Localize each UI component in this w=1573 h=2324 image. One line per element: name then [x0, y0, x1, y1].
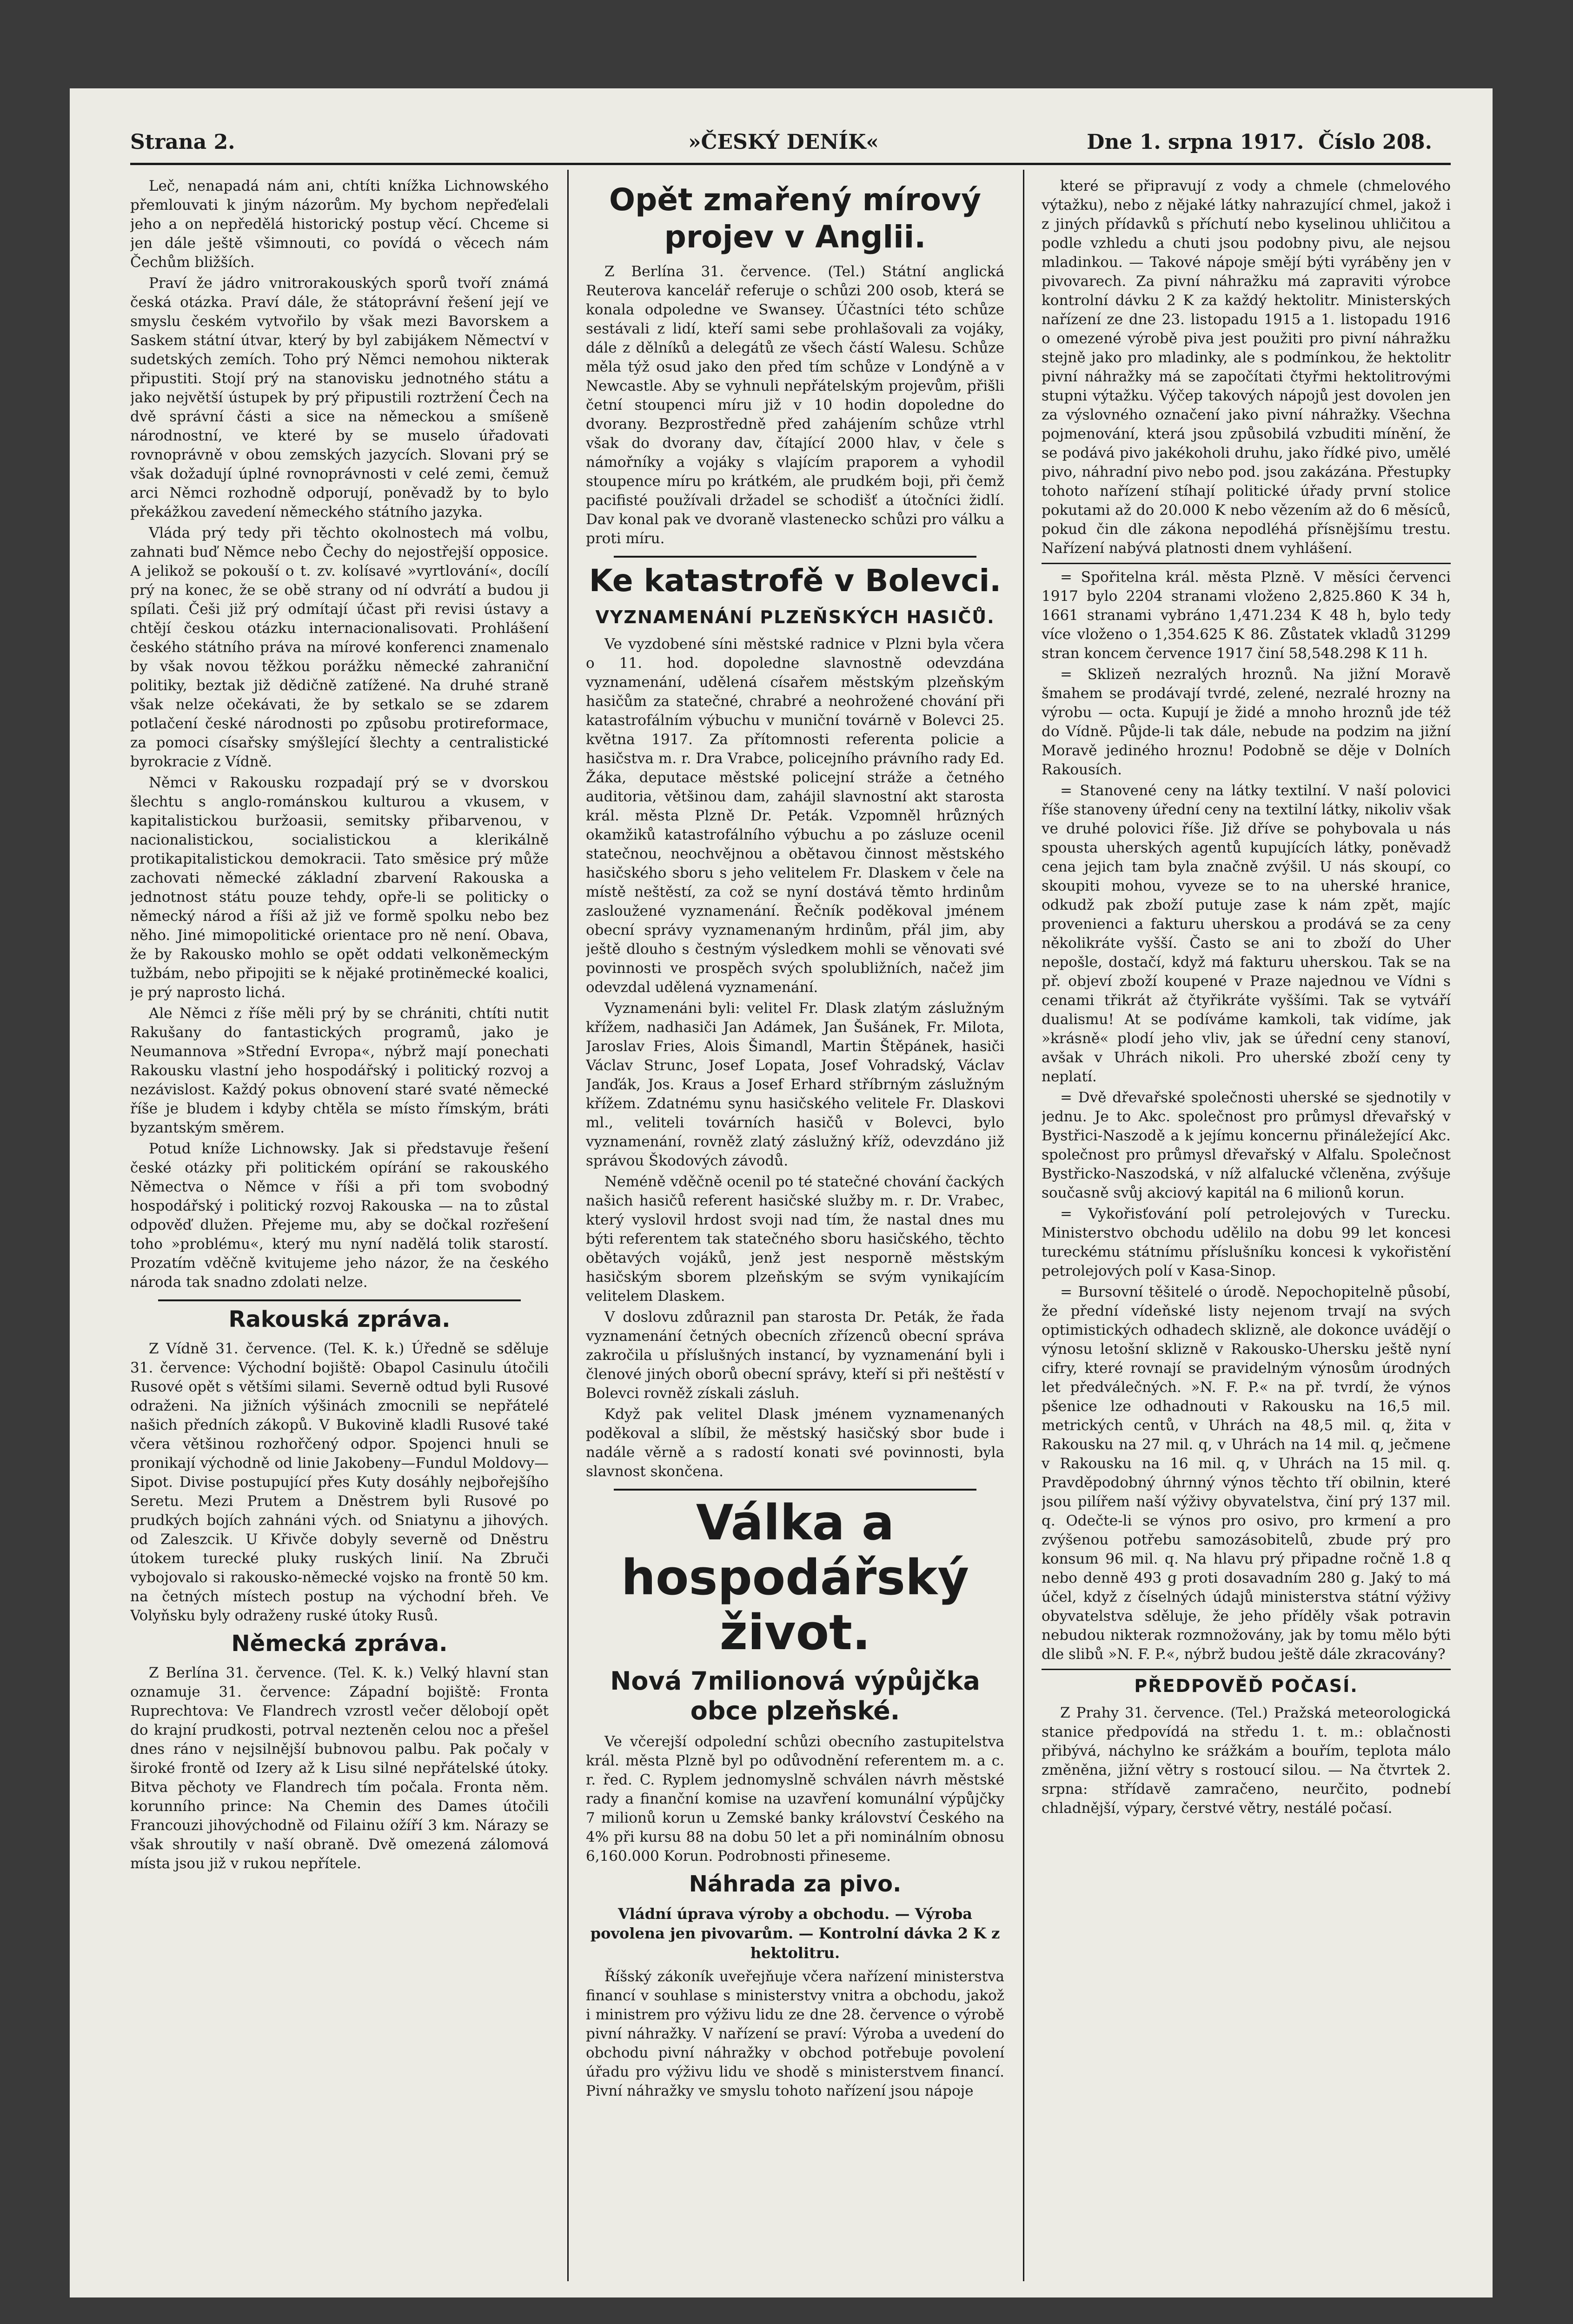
- article-paragraph: Ve včerejší odpolední schůzi obecního zastupitelstva král. města Plzně byl po odůvodnění referentem m. a c. r. řed. C. Ryplem jednomyslně schválen návrh městské rady a finanční komise na uzavření komunální výpůjčky 7 milionů korun u Zemské banky království Českého na 4% při kursu 88 na dobu 50 let a při nominálním obnosu 6,160.000 Korun. Podrobnosti přineseme.: [586, 1733, 1004, 1865]
- article-paragraph: Když pak velitel Dlask jménem vyznamenaných poděkoval a slíbil, že městský hasičský sbor bude i nadále věrně a s radostí konati své povinnosti, byla slavnost skončena.: [586, 1406, 1004, 1480]
- article-lead: Vládní úprava výroby a obchodu. — Výroba povolena jen pivovarům. — Kontrolní dávka 2 K z hektolitru.: [590, 1905, 1000, 1962]
- article-paragraph: Neméně vděčně ocenil po té statečné chování čackých našich hasičů referent hasičské služby m. r. Dr. Vrabec, který vyslovil hrdost svoji nad tím, že nastal dnes mu býti referentem tak statečného sboru hasičského, těchto obětavých vojáků, jenž jest nesporně městským hasičským sborem plzeňským se svým vynikajícím velitelem Dlaskem.: [586, 1173, 1004, 1305]
- article-separator: [1042, 1669, 1451, 1670]
- news-item: = Stanovené ceny na látky textilní. V naší polovici říše stanoveny úřední ceny na textilní látky, nikoliv však ve druhé polovici říše. Již dříve se pohybovala u nás spousta uherských agentů kupujících látky, poněvadž cena jejich tam byla značně zvýšil. U nás skoupí, co skoupiti mohou, vyveze se to na uherské hranice, odkudž pak zboží putuje zase k nám zpět, majíc provenienci a fakturu uherskou a prodává se za ceny několikráte vyšší. Často se ani to zboží do Uher nepošle, dostačí, když má fakturu uherskou. Tak se na př. objeví zboží koupené v Praze najednou ve Vídni s cenami třikrát až čtyřikráte vyššími. Tak se vytváří dualismu! At se podíváme kamkoli, tak vidíme, jak »krásně« plodí jeho vliv, jak se úřední ceny stanoví, avšak v Uhrách nikoli. Pro uherské zboží ceny ty neplatí.: [1042, 782, 1451, 1085]
- article-paragraph: Leč, nenapadá nám ani, chtíti knížka Lichnowského přemlouvati k jiným názorům. My bychom nepřeďelali jeho a on nepředělá historický postup věcí. Chceme si jen dále ještě všimnouti, co povídá o věcech nám Čechům bližších.: [130, 178, 549, 271]
- news-item: = Vykořisťování polí petrolejových v Turecku. Ministerstvo obchodu udělilo na dobu 99 let koncesi tureckému státnímu příslušníku koncesi k vykořistění petrolejových polí v Kasa-Sinop.: [1042, 1205, 1451, 1279]
- article-paragraph: Vyznamenáni byli: velitel Fr. Dlask zlatým záslužným křížem, nadhasiči Jan Adámek, Jan Šušánek, Fr. Milota, Jaroslav Fries, Alois Šimandl, Martin Štěpánek, hasiči Václav Strunc, Josef Lopata, Josef Vohradský, Václav Janďák, Jos. Kraus a Josef Erhard stříbrným záslužným křížem. Zdatnému synu hasičského velitele Fr. Dlaskovi ml., veliteli továrních hasičů v Bolevci, bylo vyznamenání, rovněž zlatý záslužný kříž, odevzdáno již správou Škodových závodů.: [586, 1000, 1004, 1169]
- column-rule-1: [567, 170, 569, 2281]
- article-separator: [1042, 563, 1451, 564]
- article-paragraph: Potud kníže Lichnowsky. Jak si představuje řešení české otázky při politickém opírání se rakouského Němectva o Němce v říši a při tom svobodný hospodářský i politický rozvoj Rakouska — na to zůstal odpověď dlužen. Přejeme mu, aby se dočkal rozřešení toho »problému«, který mu nyní nadělá tolik starostí. Prozatím vděčně kvitujeme jeho názor, že na českého národa tak snadno zdolati nelze.: [130, 1140, 549, 1291]
- article-paragraph: Vláda prý tedy při těchto okolnostech má volbu, zahnati buď Němce nebo Čechy do nejostřejší opposice. A jelikož se pokouší o t. zv. kolísavé »vyrtlování«, docílí prý na konec, že se obě strany od ní odvrátí a budou ji spílati. Češi již prý odmítají účast při revisi ústavy a chtějí českou otázku internacionalisovati. Prohlášení českého státního práva na mírové konferenci znamenalo by však novou těžkou porážku německé zahraniční politiky, beztak již dědičně zatížené. Na druhé straně však nelze očekávati, že by setkalo se se zdarem potlačení české národnosti po způsobu protireformace, za pomoci císařsky smýšlející šlechty a centralistické byrokracie z Vídně.: [130, 525, 549, 770]
- newspaper-title: »ČESKÝ DENÍK«: [688, 130, 879, 154]
- headline-austrian-report: Rakouská zpráva.: [228, 1306, 451, 1332]
- article-paragraph: Ve vyzdobené síni městské radnice v Plzni byla včera o 11. hod. dopoledne slavnostně odevzdána vyznamenání, udělená císařem městským plzeňským hasičům za statečné, chrabré a neohrožené chování při katastrofálním výbuchu v muniční továrně v Bolevci 25. května 1917. Za přítomnosti referenta policie a hasičstva m. r. Dra Vrabce, policejního právního rady Ed. Žáka, deputace městské policejní stráže a četného auditoria, většinou dam, zahájil slavnostní akt starosta král. města Plzně Dr. Peták. Vzpomněl hrůzných okamžiků katastrofálního výbuchu a po zásluze ocenil statečnou, neochvějnou a obětavou činnost městského hasičského sboru s jeho velitelem Fr. Dlaskem v čele na místě neštěstí, za což se nyní dostává těmto hrdinům zasloužené vyznamenání. Řečník poděkoval jménem obecní správy vyznamenaným hrdinům, přál jim, aby ještě dlouho s čestným výsledkem mohli se věnovati své povinnosti ve prospěch svých spolubližních, načež jim odevzdal udělená vyznamenání.: [586, 636, 1004, 996]
- news-item: = Bursovní těšitelé o úrodě. Nepochopitelně působí, že přední vídeňské listy nejenom trvají na svých optimistických odhadech sklizně, ale dokonce uvádějí o výnosu letošní sklizně v Rakousko-Uhersku ještě nyní cifry, které rovnají se pravidelným výnosům úrodných let předválečných. »N. F. P.« na př. tvrdí, že výnos pšenice lze odhadnouti v Rakousku na 16,5 mil. metrických centů, v Uhrách na 48,5 mil. q, žita v Rakousku na 27 mil. q, v Uhrách na 14 mil. q, ječmene v Rakousku na 16 mil. q, v Uhrách na 15 mil. q. Pravděpodobný úhrnný výnos těchto tří obilnin, které jsou pilířem naší výživy obyvatelstva, činí prý 137 mil. q. Odečte-li se výnos pro osivo, pro krmení a pro zvýšenou potřebu samozásobitelů, zbude prý pro konsum 96 mil. q. Na hlavu prý připadne ročně 1.8 q nebo denně 493 g proti dosavadním 280 g. Jaký to má účel, když z číselných údajů ministerstva státní výživy obyvatelstva sděluje, že jeho příděly však potravin nebudou nikterak rozmnožovány, jak by tomu mělo býti dle slibů »N. F. P.«, nýbrž budou ještě dále zkracovány?: [1042, 1284, 1451, 1663]
- column-2: [586, 177, 1004, 2279]
- article-paragraph: které se připravují z vody a chmele (chmelového výtažku), nebo z nějaké látky nahrazující chmel, jakož i z jiných přídavků s příchutí nebo kyselinou uhličitou a podle vzhledu a chuti jsou podobny pivu, ale nejsou mladinkou. — Takové nápoje smějí býti vyráběny jen v pivovarech. Za pivní náhražku má zapraviti výrobce kontrolní dávku 2 K za každý hektolitr. Ministerských nařízení ze dne 23. listopadu 1915 a 1. listopadu 1916 o omezené výrobě piva jest použiti pro pivní náhražku stejně jako pro mladinky, ale s podmínkou, že hektolitr pivní náhražky má se započítati čtyřmi hektolitrovými stupni výtažku. Výčep takových nápojů jest dovolen jen za výslovného označení jako pivní náhražky. Všechna pojmenování, která jsou způsobilá vzbuditi mínění, že se podává pivo jakékoholi druhu, jako řídké pivo, umělé pivo, náhradní pivo nebo pod. jsou zakázána. Přestupky tohoto nařízení stíhají politické úřady první stolice pokutami až do 20.000 K nebo vězením až do 6 měsíců, pokud čin dle zákona nepodléhá přísnějšímu trestu. Nařízení nabývá platnosti dnem vyhlášení.: [1042, 178, 1451, 557]
- headline-german-report: Německá zpráva.: [231, 1631, 448, 1657]
- column-1: [130, 177, 549, 2279]
- news-item: = Spořitelna král. města Plzně. V měsíci červenci 1917 bylo 2204 stranami vloženo 2,825.860 K 34 h, 1661 stranami vybráno 1,471.234 K 48 h, bylo tedy více vloženo o 1,354.625 K 86. Zůstatek vkladů 31299 stran koncem července 1917 činí 58,548.298 K 11 h.: [1042, 569, 1451, 662]
- issue-number: Číslo 208.: [1318, 130, 1432, 154]
- headline-bolevec: Ke katastrofě v Bolevci.: [589, 563, 1002, 599]
- news-item: = Sklizeň nezralých hroznů. Na jižní Moravě šmahem se prodávají tvrdé, zelené, nezralé hrozny na výrobu — octa. Kupují je židé a mnoho hroznů jde též do Vídně. Půjde-li tak dále, nebude na podzim na jižní Moravě jediného hroznu! Podobně se děje v Dolních Rakousích.: [1042, 666, 1451, 778]
- subheadline-firemen: VYZNAMENÁNÍ PLZEŇSKÝCH HASIČŮ.: [595, 607, 995, 627]
- news-item: = Dvě dřevařské společnosti uherské se sjednotily v jednu. Je to Akc. společnost pro průmysl dřevařský v Bystřici-Naszodě a k jejímu koncernu přináležející Akc. společnost pro průmysl dřevařský v Alfalu. Společnost Bystřicko-Naszodská, v níž alfalucké včleněna, zvýšuje současně svůj akciový kapitál na 6 milionů korun.: [1042, 1089, 1451, 1201]
- article-separator: [614, 556, 976, 558]
- article-paragraph: Z Berlína 31. července. (Tel.) Státní anglická Reuterova kancelář referuje o schůzi 200 osob, která se konala odpoledne ve Swansey. Účastníci této schůze sestávali z lidí, kteří sami sebe prohlašovali za vojáky, dále z dělníků a delegátů ze všech částí Walesu. Schůze měla týž osud jako den před tím schůze v Londýně a v Newcastle. Aby se vyhnuli nepřátelským projevům, přišli četní stoupenci míru již v 10 hodin dopoledne do dvorany. Bezprostředně před zahájením schůze vtrhl však do dvorany dav, čítající 2000 hlav, v čele s námořníky a vojáky s vlajícím praporem a vyhodil stoupence míru po krátkém, ale prudkém boji, při čemž pacifisté používali držadel se schodišť a útočníci židlí. Dav konal pak ve dvoraně vlastenecko schůzi pro válku a proti míru.: [586, 263, 1004, 547]
- subheadline-loan: Nová 7milionová výpůjčka obce plzeňské.: [610, 1666, 980, 1725]
- page-header: [130, 130, 1432, 163]
- headline-peace-england: Opět zmařený mírový projev v Anglii.: [609, 182, 981, 255]
- page-number: Strana 2.: [130, 130, 235, 154]
- article-paragraph: Z Prahy 31. července. (Tel.) Pražská meteorologická stanice předpovídá na středu 1. t. m.: oblačnosti přibývá, náchylno ke srážkám a bouřím, teplota málo změněna, jižní větry s rostoucí silou. — Na čtvrtek 2. srpna: střídavě zamračeno, neurčito, podnebí chladnější, výpary, čerstvé větry, nestálé počasí.: [1042, 1705, 1451, 1817]
- article-separator: [614, 1489, 976, 1491]
- article-paragraph: Z Vídně 31. července. (Tel. K. k.) Úředně se sděluje 31. července: Východní bojiště: Obapol Casinulu útočili Rusové opět s většími silami. Severně odtud byli Rusové odraženi. Na jižních výšinách zmocnili se nepřátelé našich předních zákopů. V Bukovině kladli Rusové také včera většinou rozhořčený odpor. Spojenci hnuli se pronikají východně od linie Jakobeny—Fundul Moldovy—Sipot. Divise postupující přes Kuty dosáhly nejbořejšího Seretu. Mezi Prutem a Dněstrem byli Rusové po prudkých bojích zahnáni vých. od Sniatynu a jihových. od Zaleszcik. U Křivče dobyly severně od Dněstru útokem turecké pluky ruských linií. Na Zbruči vybojovalo si rakousko-německé vojsko na frontě 50 km. na četných místech postup na východní břeh. Ve Volyňsku byly odraženy ruské útoky Rusů.: [130, 1340, 549, 1624]
- column-rule-2: [1023, 170, 1024, 2281]
- newspaper-page: [70, 88, 1493, 2297]
- article-paragraph: Ale Němci z říše měli prý by se chrániti, chtíti nutit Rakušany do fantastických programů, jako je Neumannova »Střední Evropa«, nýbrž mají ponechati Rakousku vlastní jeho hospodářský i politický rozvoj a nezávislost. Každý pokus obnovení staré svaté německé říše je bludem i kdyby chtěla se místo římským, bráti byzantským směrem.: [130, 1005, 549, 1136]
- headline-war-economy: Válka a hospodářský život.: [621, 1494, 969, 1661]
- headline-weather: PŘEDPOVĚĎ POČASÍ.: [1134, 1676, 1358, 1696]
- header-rule: [130, 163, 1451, 165]
- article-paragraph: Z Berlína 31. července. (Tel. K. k.) Velký hlavní stan oznamuje 31. července: Západní bojiště: Fronta Ruprechtova: Ve Flandrech vzrostl večer dělobojí opět do krajní prudkosti, potrval nezteněn celou noc a přešel dnes ráno v nejsilnější bubnovou palbu. Pak počaly v široké frontě od Izery až k Lisu silné nepřátelské útoky. Bitva pěchoty ve Flandrech tím počala. Fronta něm. korunního prince: Na Chemin des Dames útočili Francouzi jihovýchodně od Filainu ožíří 3 km. Nárazy se však shroutily v naší obraně. Dvě omezená zálomová místa jsou již v rukou nepřítele.: [130, 1665, 549, 1872]
- column-3: [1042, 177, 1451, 2279]
- article-paragraph: Říšský zákoník uveřejňuje včera nařízení ministerstva financí v souhlase s ministerstvy vnitra a obchodu, jakož i ministrem pro výživu lidu ze dne 28. července o výrobě pivní náhražky. V nařízení se praví: Výroba a uvedení do obchodu pivní náhražky v obchod potřebuje povolení úřadu pro výživu lidu ve shodě s ministerstvem financí. Pivní náhražky ve smyslu tohoto nařízení jsou nápoje: [586, 1968, 1004, 2099]
- article-paragraph: V doslovu zdůraznil pan starosta Dr. Peták, že řada vyznamenání četných obecních zřízenců obecní správa zakročila u příslušných instancí, by vyznamenání byli i členové jiných oborů obecní správy, kteří si při neštěstí v Bolevci rovněž získali zásluh.: [586, 1309, 1004, 1402]
- article-separator: [158, 1299, 521, 1301]
- article-paragraph: Praví že jádro vnitrorakouských sporů tvoří známá česká otázka. Praví dále, že státoprávní řešení její ve smyslu českém vytvořilo by však mezi Bavorskem a Saskem státní útvar, který by byl zabijákem Němectví v sudetských zemích. Toho prý Němci nemohou nikterak připustiti. Stojí prý na stanovisku jednotného státu a jako největší ústupek by prý připustili roztržení Čech na dvě správní části a sice na německou a smíšeně národnostní, ve které by se muselo úřadovati rovnoprávně v obou zemských jazycích. Slovani prý se však dožadují úplné rovnoprávnosti v celé zemi, čemuž arci Němci rozhodně odporují, poněvadž by to bylo překážkou zavedení německého státního jazyka.: [130, 275, 549, 520]
- article-paragraph: Němci v Rakousku rozpadají prý se v dvorskou šlechtu s anglo-románskou kulturou a vkusem, v kapitalistickou buržoasii, semitsky přibarvenou, v nacionalistickou, socialistickou a klerikálně protikapitalistickou demokracii. Tato směsice prý může zachovati německé základní zbarvení Rakouska a jednotnost státu pouze tehdy, opře-li se politicky o německý národ a říši až již ve formě spolku nebo bez něho. Jiné mimopolitické orientace pro ně není. Obava, že by Rakousko mohlo se opět oddati velkoněmeckým tužbám, nebo připojiti se k nějaké protiněmecké koalici, je prý naprosto lichá.: [130, 774, 549, 1001]
- headline-beer-substitute: Náhrada za pivo.: [689, 1871, 902, 1897]
- issue-date: Dne 1. srpna 1917. Číslo 208.: [1087, 130, 1432, 154]
